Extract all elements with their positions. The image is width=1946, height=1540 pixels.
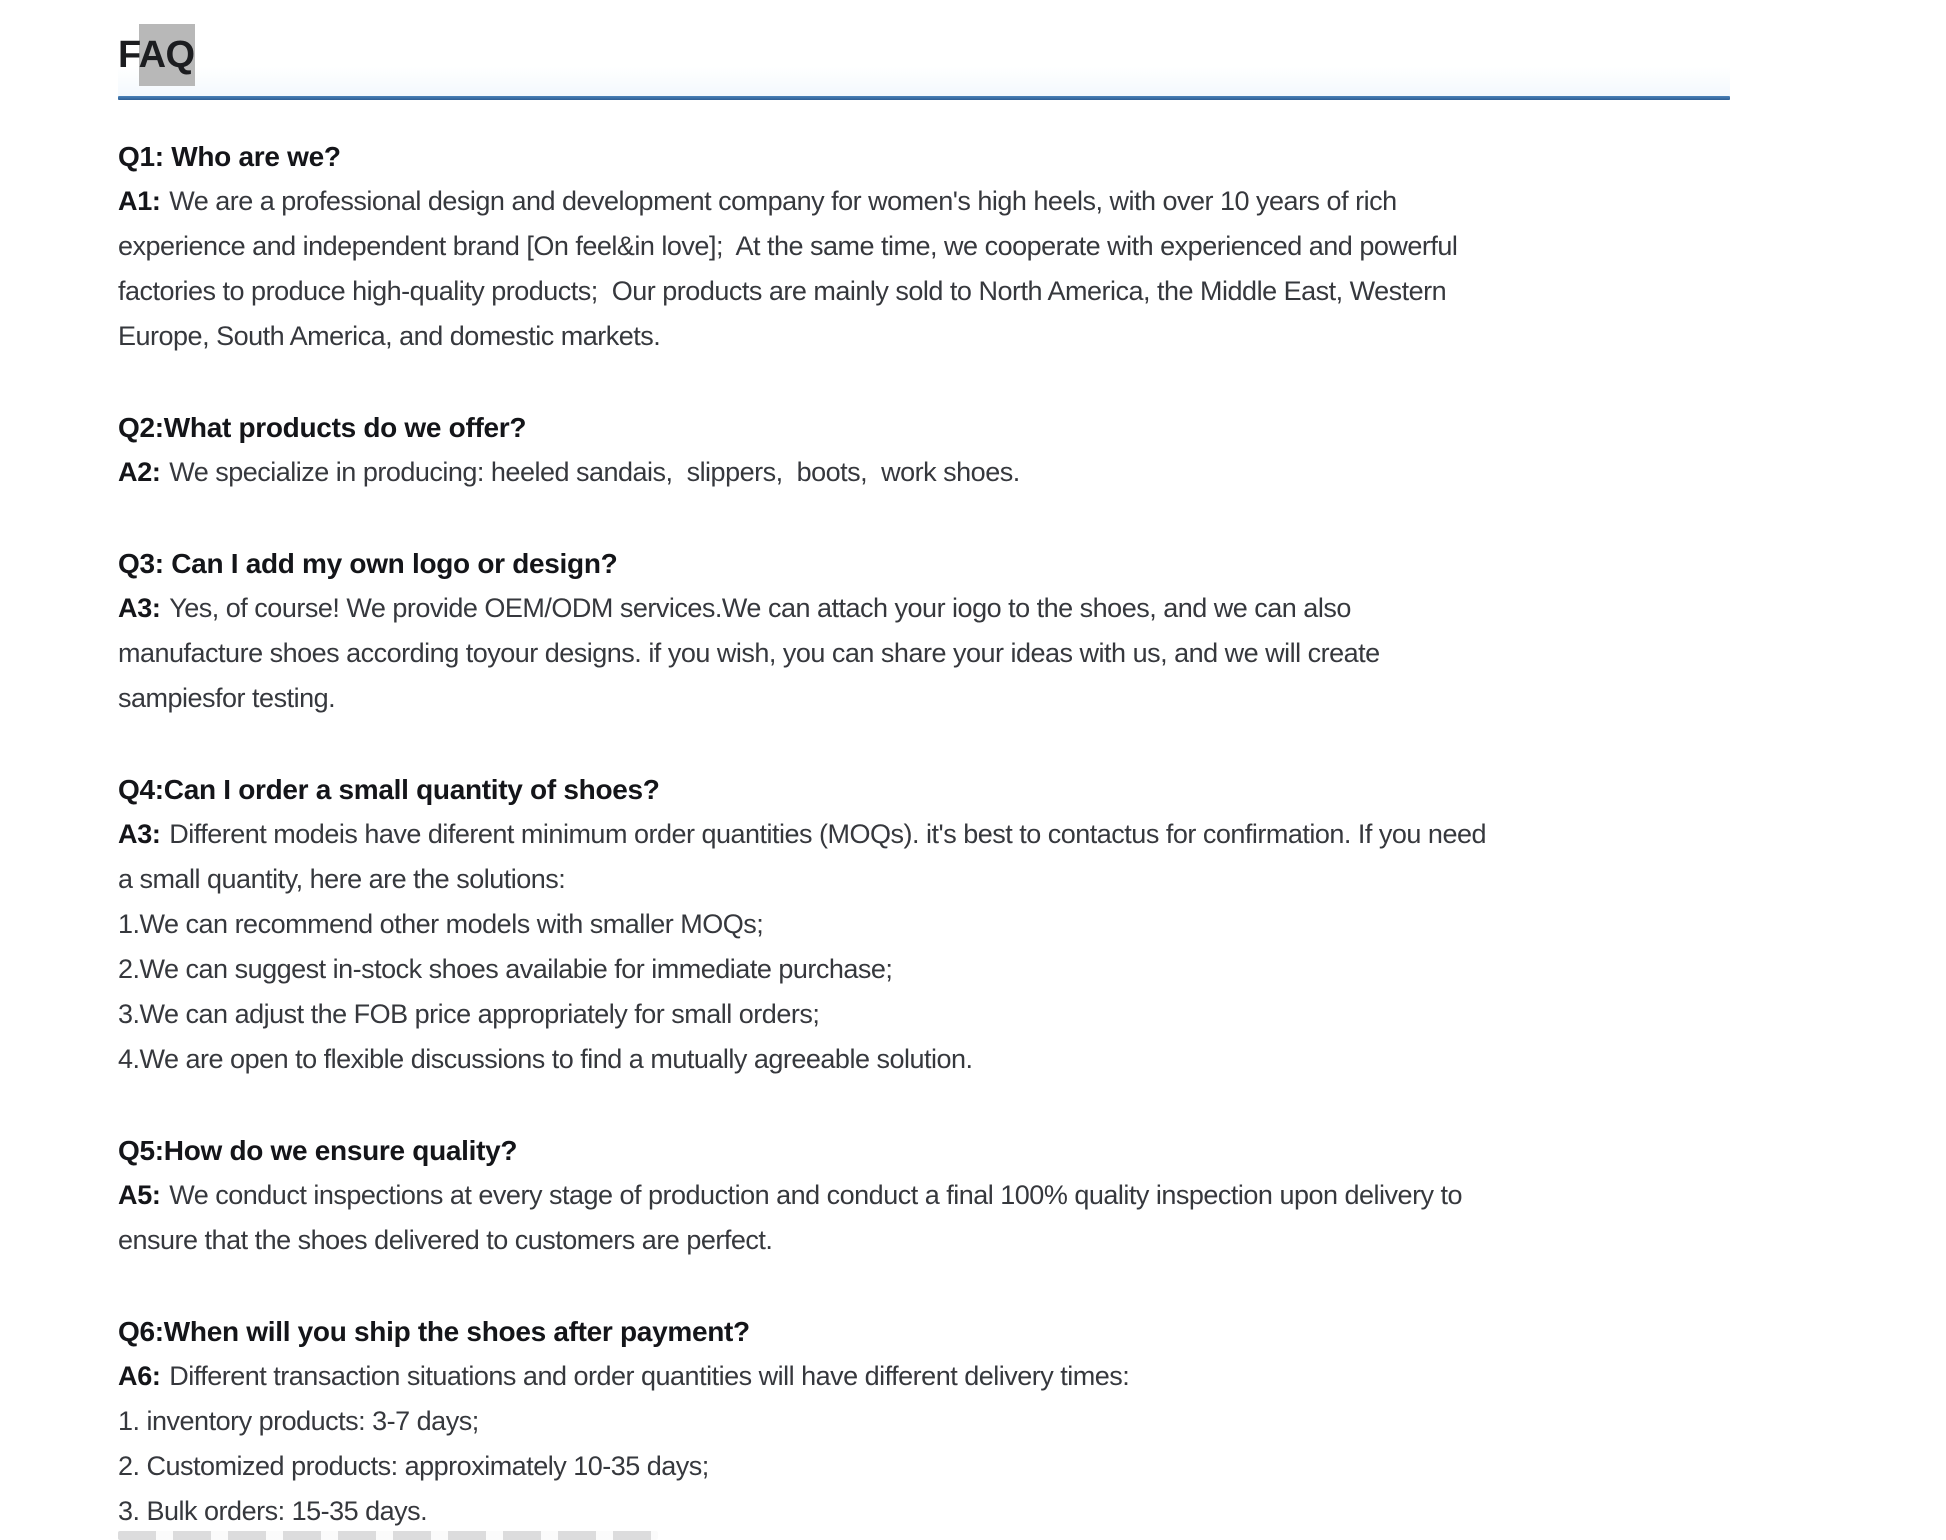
faq-section-q5 [118, 1128, 1488, 1263]
faq-section-q2 [118, 405, 1488, 495]
faq-answer-list-item: 2.We can suggest in-stock shoes availabie for immediate purchase; [118, 954, 893, 984]
faq-answer-label: A3: [118, 593, 161, 623]
faq-section-q3 [118, 541, 1488, 721]
faq-section-q1 [118, 134, 1488, 359]
faq-question: Q5:How do we ensure quality? [118, 1135, 518, 1166]
faq-answer [118, 812, 1494, 902]
faq-answer-list-item: 1.We can recommend other models with smaller MOQs; [118, 909, 764, 939]
faq-answer-label: A3: [118, 819, 161, 849]
faq-answer-text: We are a professional design and development company for women's high heels, with over 10 years of rich experience and independent brand [On feel&in love]; At the same time, we cooperate with experienced and powerful factories to produce high-quality products; Our products are mainly sold to North America, the Middle East, Western Europe, South America, and domestic markets. [118, 186, 1465, 351]
faq-question: Q4:Can I order a small quantity of shoes? [118, 774, 660, 805]
faq-answer-list-item: 3.We can adjust the FOB price appropriately for small orders; [118, 999, 820, 1029]
faq-answer-list-item: 1. inventory products: 3-7 days; [118, 1406, 479, 1436]
faq-question: Q6:When will you ship the shoes after payment? [118, 1316, 750, 1347]
faq-answer-text: Yes, of course! We provide OEM/ODM services.We can attach your iogo to the shoes, and we can also manufacture shoes according toyour designs. if you wish, you can share your ideas with us, and we will create sampiesfor testing. [118, 593, 1387, 713]
faq-answer-text: Different transaction situations and order quantities will have different delivery times: [169, 1361, 1130, 1391]
faq-answer-label: A5: [118, 1180, 161, 1210]
faq-list [118, 134, 1494, 1534]
faq-answer-text: Different modeis have diferent minimum order quantities (MOQs). it's best to contactus for confirmation. If you need a small quantity, here are the solutions: [118, 819, 1494, 894]
faq-header [118, 26, 1730, 100]
page-title-text: FAQ [118, 34, 195, 76]
faq-section-q4 [118, 767, 1494, 1082]
header-divider-rule [118, 96, 1730, 100]
faq-question: Q2:What products do we offer? [118, 412, 527, 443]
faq-question: Q1: Who are we? [118, 141, 341, 172]
faq-answer [118, 1173, 1488, 1263]
faq-answer-label: A1: [118, 186, 161, 216]
faq-answer-list-item: 2. Customized products: approximately 10-35 days; [118, 1451, 709, 1481]
faq-answer [118, 1354, 1488, 1399]
faq-section-q6 [118, 1309, 1488, 1534]
faq-answer-list-item: 4.We are open to flexible discussions to find a mutually agreeable solution. [118, 1044, 973, 1074]
faq-answer-label: A6: [118, 1361, 161, 1391]
page-title [118, 26, 195, 84]
faq-question: Q3: Can I add my own logo or design? [118, 548, 618, 579]
faq-answer-text: We specialize in producing: heeled sandais, slippers, boots, work shoes. [169, 457, 1020, 487]
faq-answer-label: A2: [118, 457, 161, 487]
cropped-next-line-hint [118, 1531, 658, 1540]
faq-answer-list-item: 3. Bulk orders: 15-35 days. [118, 1496, 428, 1526]
faq-answer [118, 450, 1488, 495]
faq-answer-text: We conduct inspections at every stage of production and conduct a final 100% quality inspection upon delivery to ensure that the shoes delivered to customers are perfect. [118, 1180, 1470, 1255]
faq-answer [118, 179, 1488, 359]
faq-answer [118, 586, 1488, 721]
